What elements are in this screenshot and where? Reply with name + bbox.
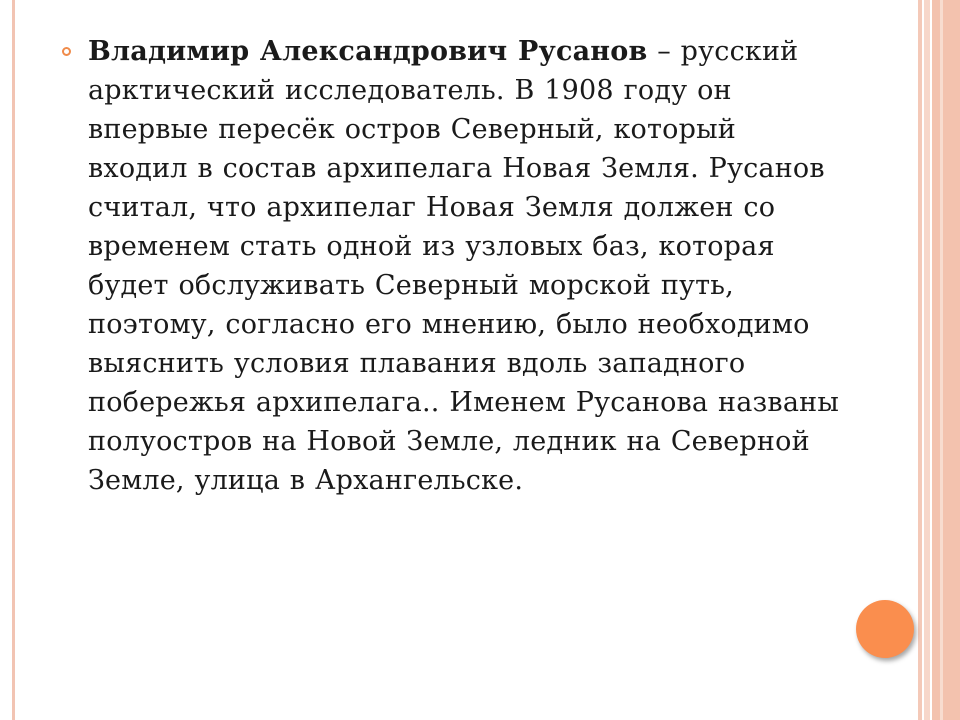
bullet-text: – русский арктический исследователь. В 1908 году он впервые пересёк остров Северный, который входил в состав архипелага Новая Земля. Русанов считал, что архипелаг Новая Земля должен со временем стать одной из узловых баз, которая будет обслуживать Северный морской путь, поэтому, согласно его мнению, было необходимо выяснить условия плавания вдоль западного побережья архипелага.. Именем Русанова названы полуостров на Новой Земле, ледник на Северной Земле, улица в Архангельске. <box>88 36 840 496</box>
ring-bullet-icon <box>62 47 71 56</box>
right-stripe-light <box>924 0 930 720</box>
right-stripe-wide <box>932 0 960 720</box>
orange-circle-icon <box>856 600 914 658</box>
right-stripe-highlight <box>940 0 943 720</box>
slide-content <box>62 32 842 500</box>
bullet-paragraph <box>88 32 842 500</box>
person-name: Владимир Александрович Русанов <box>88 36 648 67</box>
bullet-item <box>62 32 842 500</box>
left-border-line <box>12 0 15 720</box>
right-stripe-thin <box>918 0 922 720</box>
